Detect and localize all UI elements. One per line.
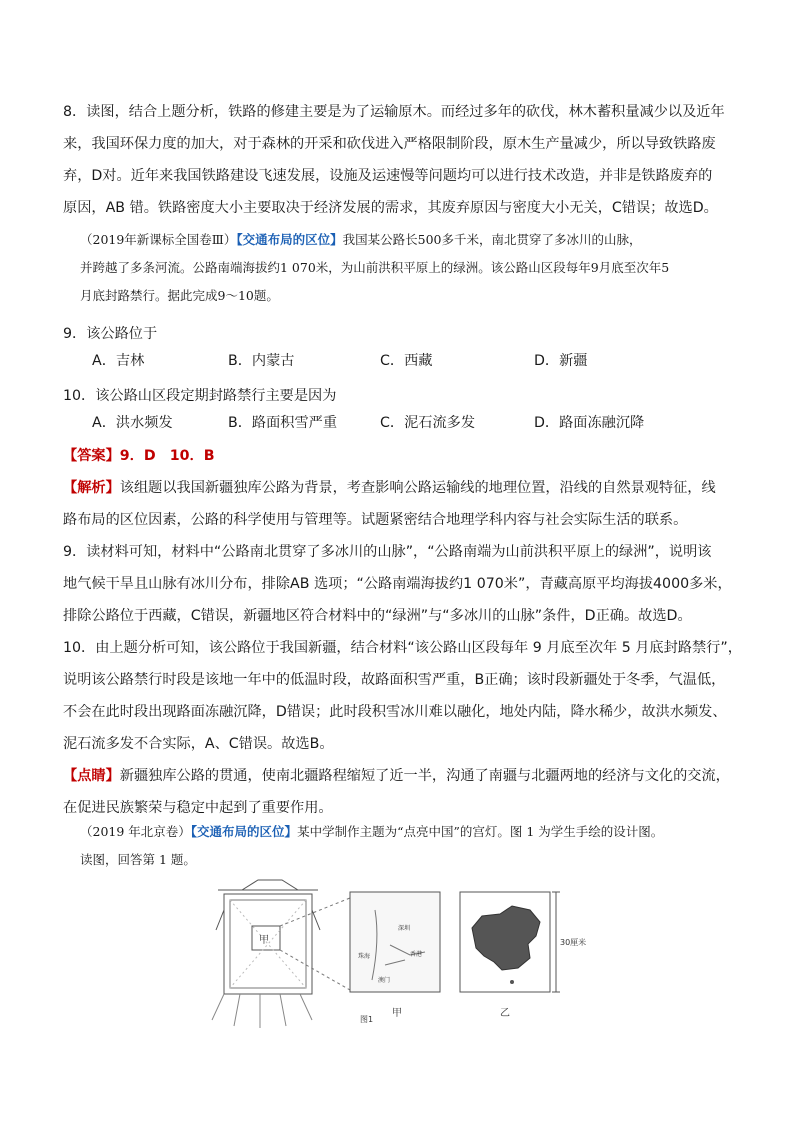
text-line: 10．由上题分析可知，该公路位于我国新疆，结合材料“该公路山区段每年 9 月底至次年 5 月底封路禁行”， (63, 640, 742, 656)
material-text: 我国某公路长500多千米，南北贯穿了多冰川的山脉， (342, 232, 642, 247)
topic-tag: 【交通布局的区位】 (190, 824, 298, 839)
answer-label: 【答案】 (63, 448, 120, 464)
text-line: 排除公路位于西藏，C错误，新疆地区符合材料中的“绿洲”与“多冰川的山脉”条件，D正确。故选D。 (63, 608, 692, 624)
analysis-text: 该组题以我国新疆独库公路为背景，考查影响公路运输线的地理位置，沿线的自然景观特征，线 (119, 480, 716, 496)
scale-label: 30厘米 (560, 938, 587, 947)
topic-tag: 【交通布局的区位】 (236, 232, 343, 247)
source-label: （2019年新课标全国卷Ⅲ） (80, 232, 237, 247)
q9-option-a: A．吉林 (92, 353, 145, 369)
answer-text: 9．D 10．B (119, 448, 215, 464)
material-text: 月底封路禁行。据此完成9～10题。 (80, 288, 279, 303)
analysis-block (63, 472, 735, 536)
panel-a-label: 甲 (392, 1008, 402, 1019)
q9-explanation (63, 536, 735, 632)
q9-option-c: C．西藏 (380, 353, 433, 369)
text-line: 来，我国环保力度的加大，对于森林的开采和砍伐进入严格限制阶段，原木生产量减少，所以导致铁路废 (63, 136, 716, 152)
q10-option-b: B．路面积雪严重 (228, 415, 338, 431)
text-line: 泥石流多发不合实际，A、C错误。故选B。 (63, 736, 334, 752)
text-line: 地气候干旱且山脉有冰川分布，排除AB 选项；“公路南端海拔约1 070米”，青藏高原平均海拔4000多米， (63, 576, 732, 592)
lantern-panel-label: 甲 (259, 935, 269, 946)
connector-lines (280, 898, 350, 990)
map-label: 澳门 (378, 977, 391, 984)
q10-explanation (63, 632, 742, 760)
figure-caption: 图1 (360, 1015, 374, 1024)
q10-option-c: C．泥石流多发 (380, 415, 476, 431)
source-label: （2019 年北京卷） (80, 824, 191, 839)
highlight-block (63, 760, 735, 824)
text-line: 弃，D对。近年来我国铁路建设飞速发展，设施及运速慢等问题均可以进行技术改造，并非是铁路废弃的 (63, 168, 713, 184)
map-label: 深圳 (398, 925, 411, 932)
map-label: 香港 (410, 951, 423, 958)
text-line: 说明该公路禁行时段是该地一年中的低温时段，故路面积雪严重，B正确；该时段新疆处于冬季，气温低， (63, 672, 726, 688)
question-9-stem: 9．该公路位于 (63, 326, 158, 342)
material-text: 并跨越了多条河流。公路南端海拔约1 070米，为山前洪积平原上的绿洲。该公路山区段每年9月底至次年5 (80, 260, 670, 275)
figure-1 (200, 870, 600, 1030)
answer-block (63, 440, 735, 472)
material-text: 读图，回答第 1 题。 (80, 852, 196, 867)
panel-a-frame (350, 892, 440, 992)
q10-option-d: D．路面冻融沉降 (534, 415, 645, 431)
highlight-label: 【点睛】 (63, 768, 120, 784)
material-text: 某中学制作主题为“点亮中国”的宫灯。图 1 为学生手绘的设计图。 (297, 824, 664, 839)
highlight-text: 在促进民族繁荣与稳定中起到了重要作用。 (63, 800, 333, 816)
material-source-1 (80, 226, 740, 310)
analysis-text: 路布局的区位因素，公路的科学使用与管理等。试题紧密结合地理学科内容与社会实际生活的联系。 (63, 512, 688, 528)
q9-option-b: B．内蒙古 (228, 353, 295, 369)
highlight-text: 新疆独库公路的贯通，使南北疆路程缩短了近一半，沟通了南疆与北疆两地的经济与文化的交流， (119, 768, 730, 784)
text-line: 9．读材料可知，材料中“公路南北贯穿了多冰川的山脉”，“公路南端为山前洪积平原上的绿洲”，说明该 (63, 544, 712, 560)
q8-explanation (63, 96, 735, 224)
text-line: 不会在此时段出现路面冻融沉降，D错误；此时段积雪冰川难以融化，地处内陆，降水稀少，故洪水频发、 (63, 704, 727, 720)
island-dot (510, 980, 514, 984)
q9-option-d: D．新疆 (534, 353, 588, 369)
q10-option-a: A．洪水频发 (92, 415, 173, 431)
panel-b-label: 乙 (500, 1008, 510, 1019)
lantern-drawing (212, 880, 320, 1028)
question-10-stem: 10．该公路山区段定期封路禁行主要是因为 (63, 388, 337, 404)
text-line: 原因，AB 错。铁路密度大小主要取决于经济发展的需求，其废弃原因与密度大小无关，C错误；故选D。 (63, 200, 718, 216)
analysis-label: 【解析】 (63, 480, 120, 496)
map-label: 珠海 (358, 953, 371, 960)
text-line: 8．读图，结合上题分析，铁路的修建主要是为了运输原木。而经过多年的砍伐，林木蓄积量减少以及近年 (63, 104, 725, 120)
material-source-2 (80, 818, 740, 874)
